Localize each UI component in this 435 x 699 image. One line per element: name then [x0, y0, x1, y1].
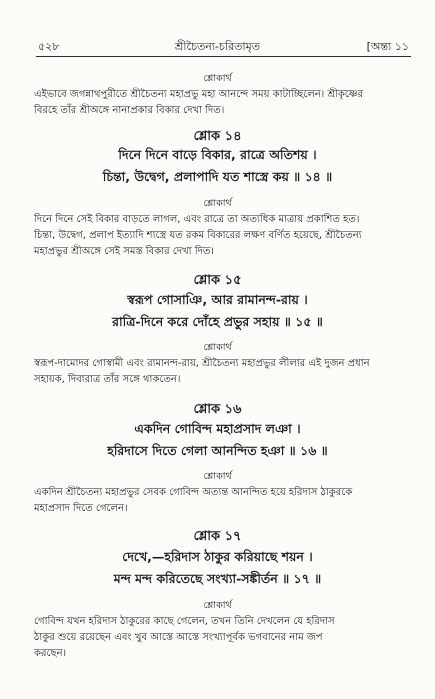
section-reference: [অন্ত্য ১১ — [366, 40, 409, 53]
verse-line: দিনে দিনে বাড়ে বিকার, রাত্রে অতিশয় । — [118, 147, 317, 162]
verse-line: স্বরূপ গোসাঞি, আর রামানন্দ-রায় । — [127, 292, 308, 307]
verse-heading: শ্লোক ১৭ — [193, 529, 242, 544]
verse-line: মন্দ মন্দ করিতেছে সংখ্যা-সঙ্কীর্তন ॥ ১৭ ॥ — [113, 571, 322, 586]
text-line: দিনে দিনে সেই বিকার বাড়তে লাগল, এবং রাত্রে তা অত্যধিক মাত্রায় প্রকাশিত হত। — [34, 214, 360, 225]
verse-line: একদিন গোবিন্দ মহাপ্রসাদ লঞা । — [134, 421, 301, 436]
translation-label: শ্লোকার্থ — [203, 600, 232, 611]
translation-label: শ্লোকার্থ — [203, 73, 232, 84]
text-line: বিরহে তাঁর শ্রীঅঙ্গে নানাপ্রকার বিকার দেখা দিত। — [34, 105, 225, 116]
verse-heading: শ্লোক ১৫ — [193, 273, 242, 288]
text-line: এইভাবে জগন্নাথপুরীতে শ্রীচৈতন্য মহাপ্রভু মহা আনন্দে সময় কাটাচ্ছিলেন। শ্রীকৃষ্ণের — [34, 89, 364, 100]
header-rule — [36, 56, 411, 57]
translation-label: শ্লোকার্থ — [203, 471, 232, 482]
text-line: একদিন শ্রীচৈতন্য মহাপ্রভুর সেবক গোবিন্দ অত্যন্ত আনন্দিত হয়ে হরিদাস ঠাকুরকে — [34, 487, 353, 498]
text-line: করছেন। — [34, 648, 67, 659]
verse-line: রাত্রি-দিনে করে দোঁহে প্রভুর সহায় ॥ ১৫ ॥ — [112, 314, 323, 329]
text-line: চিন্তা, উদ্বেগ, প্রলাপ ইত্যাদি শাস্ত্রে যত রকম বিকারের লক্ষণ বর্ণিত হয়েছে, শ্রীচৈতন্য — [34, 230, 362, 241]
translation-paragraph — [34, 356, 406, 388]
verse-line: চিন্তা, উদ্বেগ, প্রলাপাদি যত শাস্ত্রে কয় ॥ ১৪ ॥ — [102, 169, 333, 184]
translation-paragraph — [34, 87, 406, 119]
translation-paragraph — [34, 212, 406, 260]
running-title: শ্রীচৈতন্য-চরিতামৃত — [175, 40, 260, 53]
translation-label: শ্লোকার্থ — [203, 342, 232, 353]
text-line: মহাপ্রভুর শ্রীঅঙ্গে সেই সমস্ত বিকার দেখা দিত। — [34, 246, 214, 257]
verse-line: দেখে,—হরিদাস ঠাকুর করিয়াছে শয়ন । — [122, 549, 313, 564]
translation-label: শ্লোকার্থ — [203, 198, 232, 209]
verse-heading: শ্লোক ১৪ — [193, 129, 242, 144]
translation-paragraph — [34, 485, 406, 517]
text-line: স্বরূপ-দামোদর গোস্বামী এবং রামানন্দ-রায়, শ্রীচৈতন্য মহাপ্রভুর লীলার এই দুজন প্রধান — [34, 358, 370, 369]
verse-line: হরিদাসে দিতে গেলা আনন্দিত হঞা ॥ ১৬ ॥ — [107, 443, 328, 458]
text-line: সহায়ক, দিবারাত্র তাঁর সঙ্গে থাকতেন। — [34, 374, 181, 385]
verse-heading: শ্লোক ১৬ — [193, 402, 242, 417]
page-number: ৫২৮ — [38, 40, 60, 53]
text-line: গোবিন্দ যখন হরিদাস ঠাকুরের কাছে গেলেন, তখন তিনি দেখলেন যে হরিদাস — [34, 616, 335, 627]
text-line: ঠাকুর শুয়ে রয়েছেন এবং খুব আস্তে আস্তে সংখ্যাপূর্বক ভগবানের নাম জপ — [34, 632, 323, 643]
translation-paragraph — [34, 614, 406, 662]
text-line: মহাপ্রসাদ দিতে গেলেন। — [34, 503, 128, 514]
